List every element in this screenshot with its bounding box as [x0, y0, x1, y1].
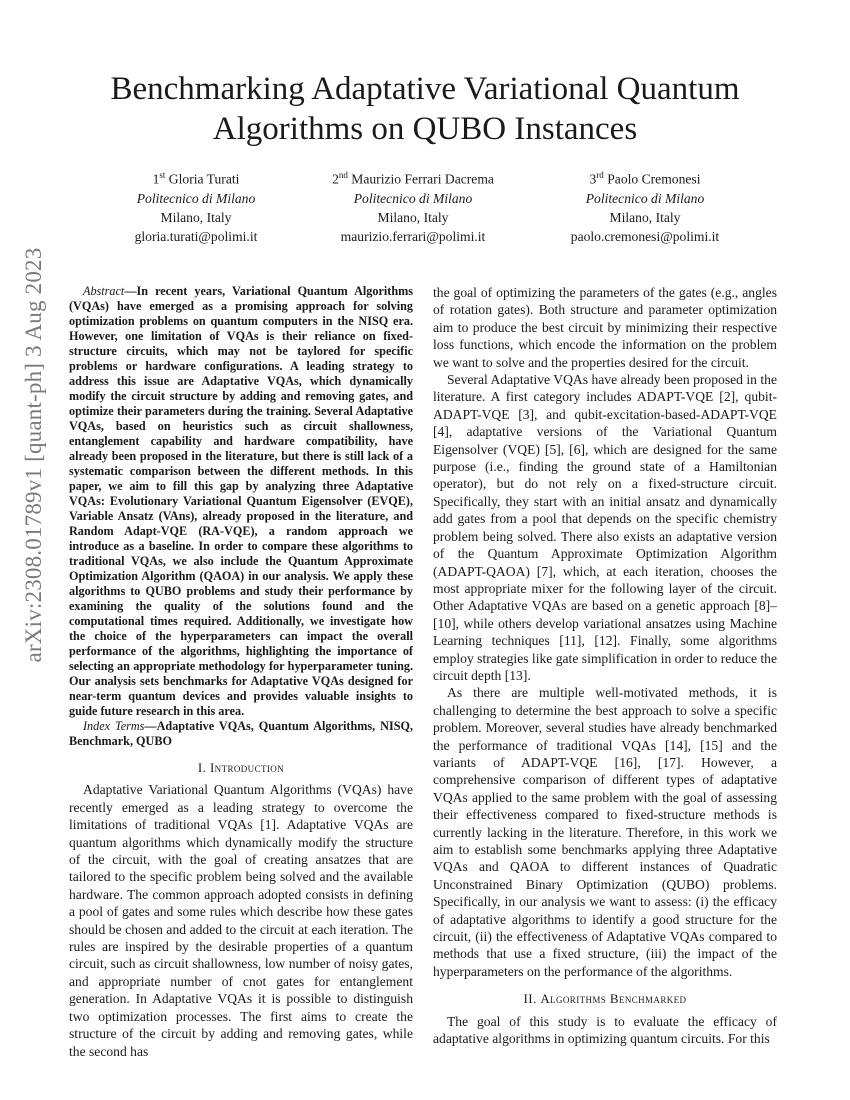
- author-1-name: Gloria Turati: [168, 171, 240, 187]
- section-2-title: Algorithms Benchmarked: [540, 991, 687, 1007]
- author-2-location: Milano, Italy: [377, 209, 449, 225]
- author-2-name: Maurizio Ferrari Dacrema: [351, 171, 494, 187]
- author-1-affiliation: Politecnico di Milano: [136, 190, 256, 206]
- index-terms: [69, 719, 413, 749]
- author-1-location: Milano, Italy: [160, 209, 232, 225]
- section-1-heading: [69, 759, 413, 776]
- section-2-number: II.: [523, 991, 541, 1007]
- right-column: [433, 284, 777, 1047]
- title-line-1: Benchmarking Adaptative Variational Quantum: [110, 71, 740, 107]
- author-3: [515, 166, 775, 246]
- author-2-ordinal-suffix: nd: [338, 170, 348, 180]
- author-3-ordinal: 3: [589, 171, 597, 187]
- intro-paragraph-continued: the goal of optimizing the parameters of the gates (e.g., angles of rotation gates). Both structure and parameter optimization aim to produce the best circuit by minimizing their respective loss functions, which encode the information on the problem we want to solve and the properties desired for the circuit.: [433, 285, 777, 370]
- arxiv-sidebar-stamp: [14, 247, 54, 663]
- author-3-name: Paolo Cremonesi: [607, 171, 701, 187]
- index-terms-text: —Adaptative VQAs, Quantum Algorithms, NISQ, Benchmark, QUBO: [69, 719, 414, 748]
- section-2-heading: [433, 990, 777, 1007]
- author-2-email: maurizio.ferrari@polimi.it: [340, 228, 486, 244]
- intro-paragraph-2: Several Adaptative VQAs have already been proposed in the literature. A first category includes ADAPT-VQE [2], qubit-ADAPT-VQE [3], and qubit-excitation-based-ADAPT-VQE [4], adaptative versions of the Variational Quantum Eigensolver (VQE) [5], [6], which are designed for the same purpose (i.e., finding the ground state of a Hamiltonian operator), but do not rely on a fixed-structure circuit. Specifically, they start with an initial ansatz and dynamically add gates from a pool that depends on the specific chemistry problem being solved. There also exists an adaptative version of the Quantum Approximate Optimization Algorithm (ADAPT-QAOA) [7], which, at each iteration, chooses the most appropriate mixer for the following layer of the circuit. Other Adaptative VQAs are based on a genetic approach [8]–[10], while others develop variational ansatzes using Machine Learning techniques [11], [12]. Finally, some algorithms employ strategies like gate simplification in order to reduce the circuit depth [13].: [433, 372, 777, 683]
- author-2-affiliation: Politecnico di Milano: [353, 190, 473, 206]
- author-3-location: Milano, Italy: [609, 209, 681, 225]
- section-2-paragraph-1: The goal of this study is to evaluate the efficacy of adaptative algorithms in optimizing quantum circuits. For this: [433, 1013, 777, 1047]
- section-1-number: I.: [197, 760, 210, 775]
- title-line-2: Algorithms on QUBO Instances: [212, 111, 638, 147]
- author-1-email: gloria.turati@polimi.it: [134, 228, 258, 244]
- intro-paragraph-3: As there are multiple well-motivated methods, it is challenging to determine the best approach to solve a specific problem. Moreover, several studies have already benchmarked the performance of traditional VQAs [14], [15] and the variants of ADAPT-VQE [16], [17]. However, a comprehensive comparison of different types of adaptative VQAs applied to the same problem with the goal of assessing their effectiveness compared to fixed-structure methods is currently lacking in the literature. Therefore, in this work we aim to establish some benchmarks applying three Adaptative VQAs and QAOA to different instances of Quadratic Unconstrained Binary Optimization (QUBO) problems. Specifically, in our analysis we want to assess: (i) the efficacy of adaptative algorithms to identify a good structure for the circuit, (ii) the effectiveness of Adaptative VQAs compared to methods that use a fixed structure, (iii) the impact of the hyperparameters on the performance of the algorithms.: [433, 685, 777, 979]
- author-1-ordinal: 1: [152, 171, 160, 187]
- section-1-title: Introduction: [209, 760, 285, 775]
- left-column: [69, 284, 413, 1060]
- paper-title: [60, 69, 790, 149]
- author-3-email: paolo.cremonesi@polimi.it: [570, 228, 720, 244]
- author-2: [283, 166, 543, 246]
- index-terms-label: Index Terms: [83, 719, 145, 733]
- author-3-ordinal-suffix: rd: [596, 170, 604, 180]
- abstract: [69, 284, 413, 719]
- intro-paragraph-1: Adaptative Variational Quantum Algorithms (VQAs) have recently emerged as a leading strategy to overcome the limitations of traditional VQAs [1]. Adaptative VQAs are quantum algorithms which dynamically modify the structure of the circuit, with the goal of creating ansatzes that are tailored to the specific problem being solved and the available hardware. The common approach adopted consists in defining a pool of gates and some rules which describe how these gates should be chosen and added to the circuit at each iteration. The rules are inspired by the desirable properties of a quantum circuit, such as circuit shallowness, low number of noisy gates, and appropriate number of cnot gates for entanglement generation. In Adaptative VQAs it is possible to distinguish two optimization processes. The first aims to create the structure of the circuit by adding and removing gates, while the second has: [69, 782, 413, 1059]
- author-2-ordinal: 2: [332, 171, 339, 187]
- arxiv-identifier: arXiv:2308.01789v1 [quant-ph] 3 Aug 2023: [21, 247, 46, 663]
- abstract-text: —In recent years, Variational Quantum Algorithms (VQAs) have emerged as a promising approach for solving optimization problems on quantum computers in the NISQ era. However, one limitation of VQAs is their reliance on fixed-structure circuits, which may not be taylored for specific problems or hardware configurations. A leading strategy to address this issue are Adaptative VQAs, which dynamically modify the circuit structure by adding and removing gates, and optimize their parameters during the training. Several Adaptative VQAs, based on heuristics such as circuit shallowness, entanglement capability and hardware compatibility, have already been proposed in the literature, but there is still lack of a systematic comparison between the different methods. In this paper, we aim to fill this gap by analyzing three Adaptative VQAs: Evolutionary Variational Quantum Eigensolver (EVQE), Variable Ansatz (VAns), already proposed in the literature, and Random Adapt-VQE (RA-VQE), a random approach we introduce as a baseline. In order to compare these algorithms to traditional VQAs, we also include the Quantum Approximate Optimization Algorithm (QAOA) in our analysis. We apply these algorithms to QUBO problems and study their performance by examining the quality of the solutions found and the computational times required. Additionally, we investigate how the choice of the hyperparameters can impact the overall performance of the algorithms, highlighting the importance of selecting an appropriate methodology for hyperparameter tuning. Our analysis sets benchmarks for Adaptative VQAs designed for near-term quantum devices and provides valuable insights to guide future research in this area.: [69, 284, 413, 718]
- author-1-ordinal-suffix: st: [159, 170, 166, 180]
- abstract-label: Abstract: [83, 284, 125, 298]
- author-3-affiliation: Politecnico di Milano: [585, 190, 705, 206]
